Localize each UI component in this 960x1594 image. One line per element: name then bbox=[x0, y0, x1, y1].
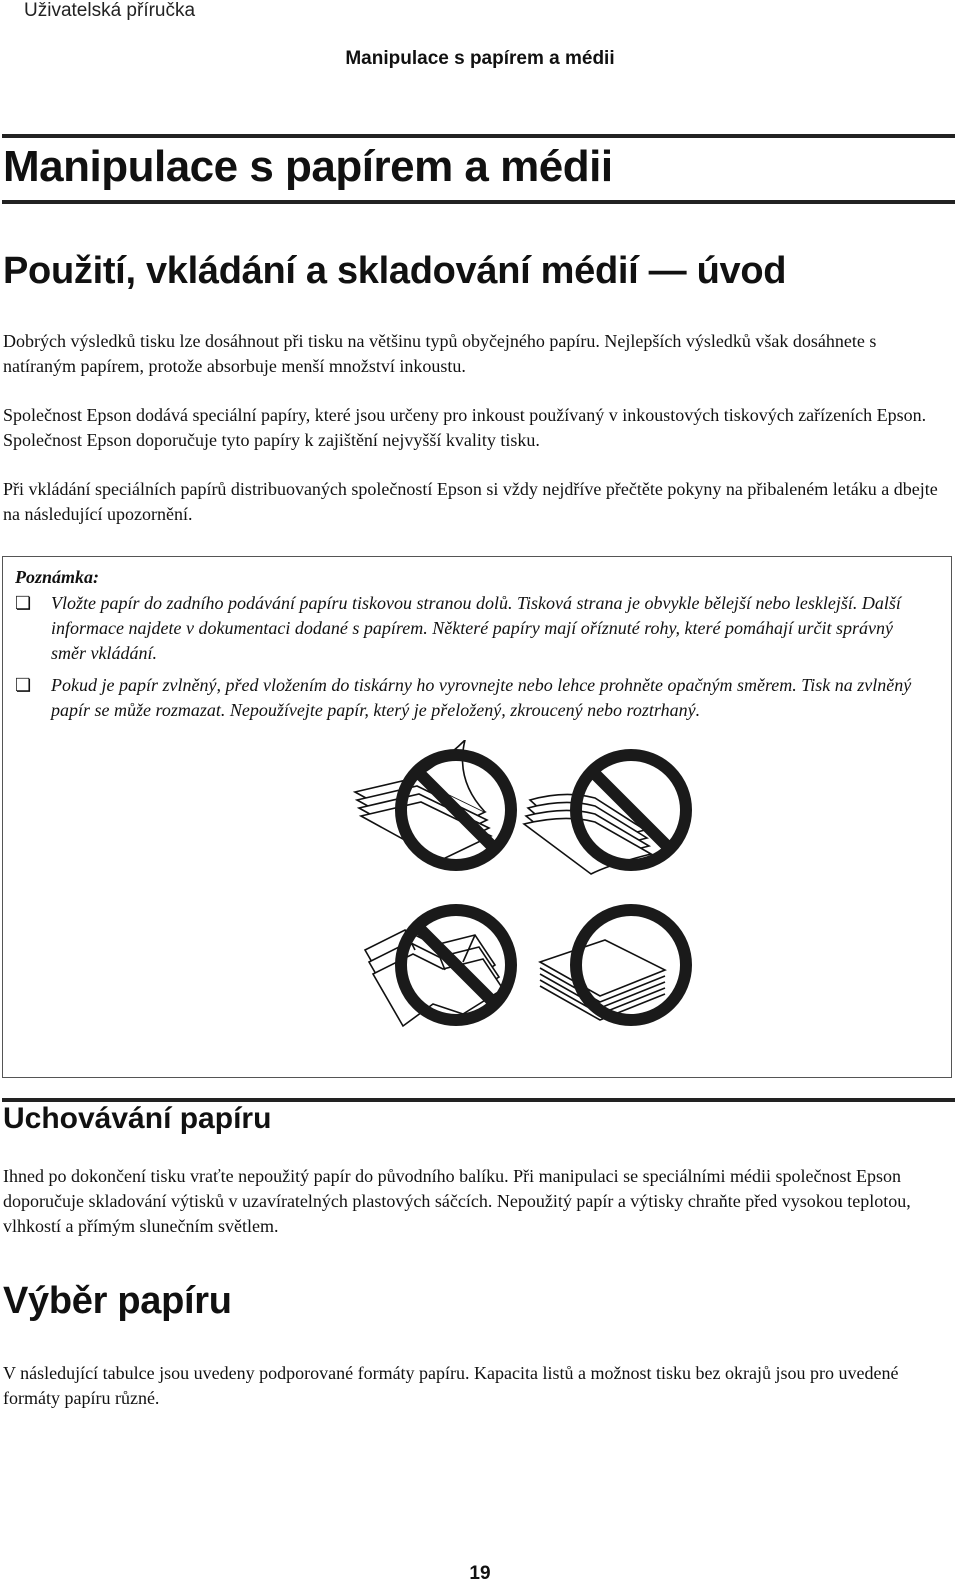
ok-flat-paper-icon bbox=[540, 910, 686, 1020]
no-curled-up-paper-icon bbox=[355, 740, 511, 865]
section-title-intro: Použití, vkládání a skladování médií — úvod bbox=[3, 250, 787, 292]
section-header: Manipulace s papírem a médii bbox=[345, 48, 615, 69]
chapter-rule-top bbox=[2, 134, 955, 138]
note-item bbox=[15, 673, 935, 733]
note-item bbox=[15, 591, 935, 671]
section-title-storage: Uchovávání papíru bbox=[3, 1102, 272, 1135]
chapter-rule-bottom bbox=[2, 200, 955, 204]
intro-paragraph-3: Při vkládání speciálních papírů distribuovaných společností Epson si vždy nejdříve přečtěte pokyny na přibaleném letáku a dbejte na následující upozornění. bbox=[3, 479, 938, 524]
chapter-title: Manipulace s papírem a médii bbox=[3, 142, 613, 191]
note-title: Poznámka: bbox=[15, 567, 100, 587]
running-header: Uživatelská příručka bbox=[24, 0, 196, 21]
checkbox-bullet-icon: ❏ bbox=[15, 593, 32, 613]
checkbox-bullet-icon: ❏ bbox=[15, 675, 32, 695]
paper-handling-figure bbox=[345, 740, 725, 1060]
no-wrinkled-paper-icon bbox=[365, 910, 511, 1026]
no-curled-down-paper-icon bbox=[524, 755, 686, 874]
storage-paragraph: Ihned po dokončení tisku vraťte nepoužitý papír do původního balíku. Při manipulaci se speciálními médii společnost Epson doporučuje skladování výtisků v uzavíratelných plastových sáčcích. Nepoužitý papír a výtisky chraňte před vysokou teplotou, vlhkostí a přímým slunečním světlem. bbox=[3, 1166, 911, 1236]
paper-selection-paragraph: V následující tabulce jsou uvedeny podporované formáty papíru. Kapacita listů a možnost tisku bez okrajů jsou pro uvedené formáty papíru různé. bbox=[3, 1363, 899, 1408]
note-item-text: Vložte papír do zadního podávání papíru tiskovou stranou dolů. Tisková strana je obvykle bělejší nebo lesklejší. Další informace najdete v dokumentaci dodané s papírem. Některé papíry mají oříznuté rohy, které pomáhají určit správný směr vkládání. bbox=[51, 593, 901, 663]
page-number: 19 bbox=[469, 1563, 491, 1584]
intro-paragraph-1: Dobrých výsledků tisku lze dosáhnout při tisku na většinu typů obyčejného papíru. Nejlepších výsledků však dosáhnete s natíraným papírem, protože absorbuje menší množství inkoustu. bbox=[3, 331, 877, 376]
note-item-text: Pokud je papír zvlněný, před vložením do tiskárny ho vyrovnejte nebo lehce prohněte opačným směrem. Tisk na zvlněný papír se může rozmazat. Nepoužívejte papír, který je přeložený, zkroucený nebo roztrhaný. bbox=[51, 675, 912, 720]
intro-paragraph-2: Společnost Epson dodává speciální papíry, které jsou určeny pro inkoust používaný v inkoustových tiskových zařízeních Epson. Společnost Epson doporučuje tyto papíry k zajištění nejvyšší kvality tisku. bbox=[3, 405, 927, 450]
section-title-paper-selection: Výběr papíru bbox=[3, 1280, 232, 1322]
